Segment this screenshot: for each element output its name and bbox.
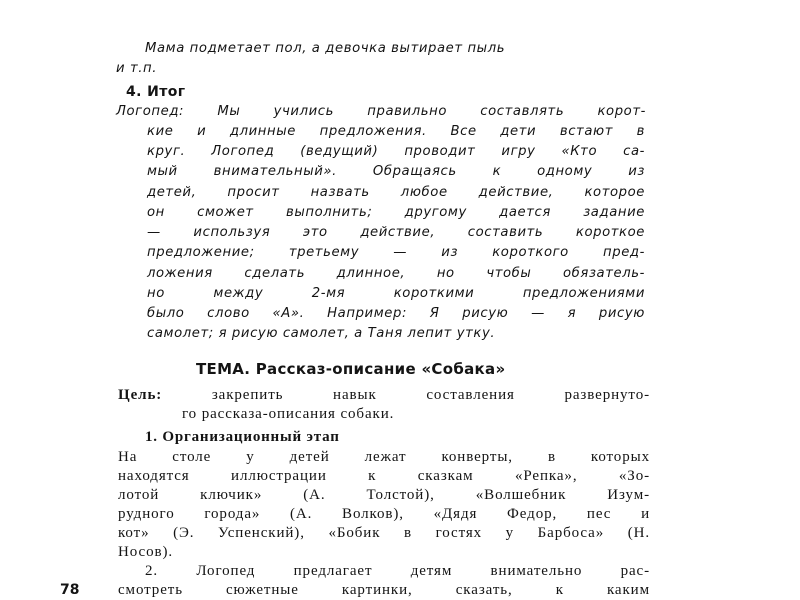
step2-line-2: смотреть сюжетные картинки, сказать, к каким: [118, 582, 650, 598]
stage-line-4: рудного города» (А. Волков), «Дядя Федор, пес и: [118, 506, 650, 522]
topic-title: ТЕМА. Рассказ-описание «Собака»: [196, 360, 506, 378]
stage-line-5: кот» (Э. Успенский), «Бобик в гостях у Барбоса» (Н.: [118, 525, 650, 541]
summary-line-10: было слово «А». Например: Я рисую — я рисую: [147, 306, 645, 321]
summary-line-9: но между 2-мя короткими предложениями: [147, 286, 645, 301]
goal-line-2: го рассказа-описания собаки.: [182, 406, 395, 422]
goal-label: Цель:: [118, 387, 163, 403]
step2-line-1: 2. Логопед предлагает детям внимательно рас-: [145, 563, 650, 579]
intro-line-1: Мама подметает пол, а девочка вытирает пыль: [145, 41, 506, 56]
page-number: 78: [60, 582, 80, 598]
intro-line-2: и т.п.: [116, 61, 158, 76]
summary-line-0: Мы учились правильно составлять корот-: [217, 104, 646, 119]
summary-line-8: ложения сделать длинное, но чтобы обязатель-: [147, 266, 645, 281]
goal-first-row: [118, 388, 650, 403]
stage-line-2: находятся иллюстрации к сказкам «Репка», «Зо-: [118, 468, 650, 484]
goal-first-row-text: [118, 388, 650, 403]
summary-line-11: самолет; я рисую самолет, а Таня лепит утку.: [147, 326, 496, 341]
summary-first-row: [116, 105, 646, 118]
summary-heading: 4. Итог: [126, 84, 186, 100]
summary-line-6: — используя это действие, составить короткое: [147, 225, 645, 240]
summary-line-1: кие и длинные предложения. Все дети встают в: [147, 124, 645, 139]
stage-heading: 1. Организационный этап: [145, 429, 340, 445]
summary-line-4: детей, просит назвать любое действие, которое: [147, 185, 645, 200]
summary-line-7: предложение; третьему — из короткого пред-: [147, 245, 645, 260]
summary-line-2: круг. Логопед (ведущий) проводит игру «Кто са-: [147, 144, 645, 159]
stage-line-3: лотой ключик» (А. Толстой), «Волшебник Изум-: [118, 487, 650, 503]
summary-line-3: мый внимательный». Обращаясь к одному из: [147, 164, 645, 179]
summary-line-5: он сможет выполнить; другому дается задание: [147, 205, 645, 220]
stage-line-1: На столе у детей лежат конверты, в которых: [118, 449, 650, 465]
stage-line-6: Носов).: [118, 544, 173, 560]
goal-line-1: закрепить навык составления развернуто-: [211, 387, 650, 403]
speaker-label: Логопед:: [116, 104, 185, 119]
summary-first-row-text: [116, 105, 646, 118]
